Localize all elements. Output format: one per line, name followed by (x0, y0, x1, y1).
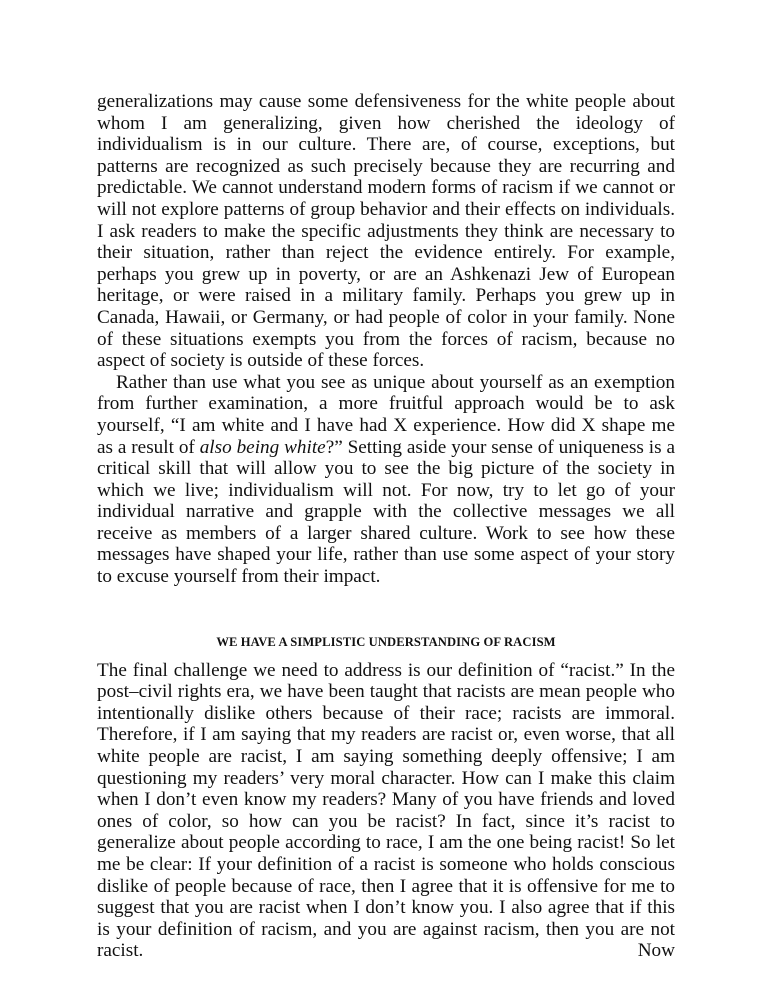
book-page (97, 91, 675, 962)
paragraph-uniqueness-part-1: Rather than use what you see as unique about yourself as an exemption from further examination, a more fruitful approach would be to ask yourself, “I am white and I have had X experience. How did X shape me as a result of (97, 371, 675, 458)
paragraph-individualism: generalizations may cause some defensiveness for the white people about whom I am generalizing, given how cherished the ideology of individualism is in our culture. There are, of course, exceptions, but patterns are recognized as such precisely because they are recurring and predictable. We cannot understand modern forms of racism if we cannot or will not explore patterns of group behavior and their effects on individuals. I ask readers to make the specific adjustments they think are necessary to their situation, rather than reject the evidence entirely. For example, perhaps you grew up in poverty, or are an Ashkenazi Jew of European heritage, or were raised in a military family. Perhaps you grew up in Canada, Hawaii, or Germany, or had people of color in your family. None of these situations exempts you from the forces of racism, because no aspect of society is outside of these forces. (97, 91, 675, 372)
paragraph-definition-of-racist: The final challenge we need to address is our definition of “racist.” In the post–civil rights era, we have been taught that racists are mean people who intentionally dislike others because of their race; racists are immoral. Therefore, if I am saying that my readers are racist or, even worse, that all white people are racist, I am saying something deeply offensive; I am questioning my readers’ very moral character. How can I make this claim when I don’t even know my readers? Many of you have friends and loved ones of color, so how can you be racist? In fact, since it’s racist to generalize about people according to race, I am the one being racist! So let me be clear: If your definition of a racist is someone who holds conscious dislike of people because of race, then I agree that it is offensive for me to suggest that you are racist when I don’t know you. I also agree that if this is your definition of racism, and you are against racism, then you are not racist. Now (97, 659, 675, 962)
paragraph-uniqueness (97, 372, 675, 588)
section-heading: WE HAVE A SIMPLISTIC UNDERSTANDING OF RACISM (216, 634, 556, 649)
paragraph-uniqueness-part-2: ?” Setting aside your sense of uniqueness is a critical skill that will allow you to see the big picture of the society in which we live; individualism will not. For now, try to let go of your individual narrative and grapple with the collective messages we all receive as members of a larger shared culture. Work to see how these messages have shaped your life, rather than use some aspect of your story to excuse yourself from their impact. (97, 436, 675, 588)
paragraph-uniqueness-italic: also being white (199, 436, 326, 458)
